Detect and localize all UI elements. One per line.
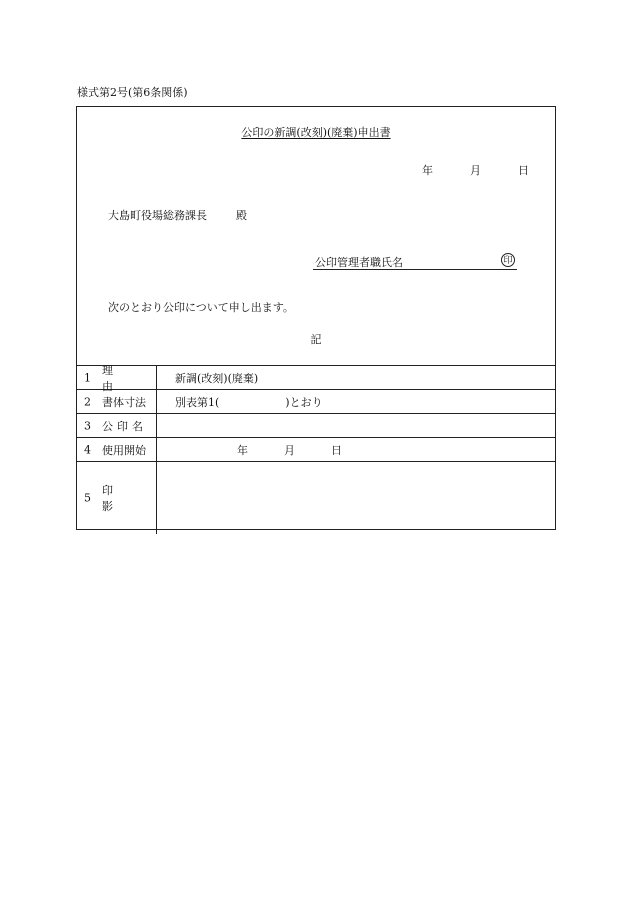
seal-impression-field[interactable] [157,462,557,535]
table-row [76,414,556,438]
font-size-field[interactable] [157,390,557,414]
row-label-seal-impression [76,462,157,535]
row-label-text: 印影 [102,484,139,513]
row-label-text: 使用開始 [102,443,146,457]
start-month-label: 月 [284,443,295,457]
row-label-seal-name [76,414,157,438]
start-date-field[interactable] [157,438,557,462]
seal-name-field[interactable] [157,414,557,438]
date-year-label: 年 [422,164,433,177]
row-number: 1 [84,371,91,384]
date-month-label: 月 [470,164,481,177]
date-day-label: 日 [518,164,529,177]
row-label-start-date [76,438,157,462]
table-row [76,438,556,462]
statement-text: 次のとおり公印について申し出ます。 [108,301,294,314]
form-title-text: 公印の新調(改刻)(廃棄)申出書 [241,126,391,139]
font-size-prefix: 別表第1( [175,395,220,409]
font-size-suffix: )とおり [285,395,323,409]
addressee: 大島町役場総務課長 [108,209,207,222]
start-day-label: 日 [331,443,342,457]
start-year-label: 年 [237,443,248,457]
application-form [76,106,556,530]
row-number: 4 [84,443,91,456]
honorific: 殿 [236,209,247,222]
row-label-text: 公印名 [102,419,147,433]
form-title [77,127,555,138]
row-label-text: 理由 [102,363,135,393]
table-row [76,366,556,390]
form-number: 様式第2号(第6条関係) [77,86,188,99]
row-number: 2 [84,395,91,408]
row-label-text: 書体寸法 [102,395,146,409]
details-table [76,365,556,534]
row-label-font-size [76,390,157,414]
reason-field[interactable] [157,366,557,390]
applicant-label: 公印管理者職氏名 [315,256,403,269]
table-row [76,462,556,535]
row-label-reason [76,363,157,393]
row-number: 3 [84,419,91,432]
reason-value: 新調(改刻)(廃棄) [175,371,259,385]
ki-heading: 記 [310,333,322,346]
seal-icon: 印 [501,253,515,267]
table-row [76,390,556,414]
row-number: 5 [84,491,91,505]
